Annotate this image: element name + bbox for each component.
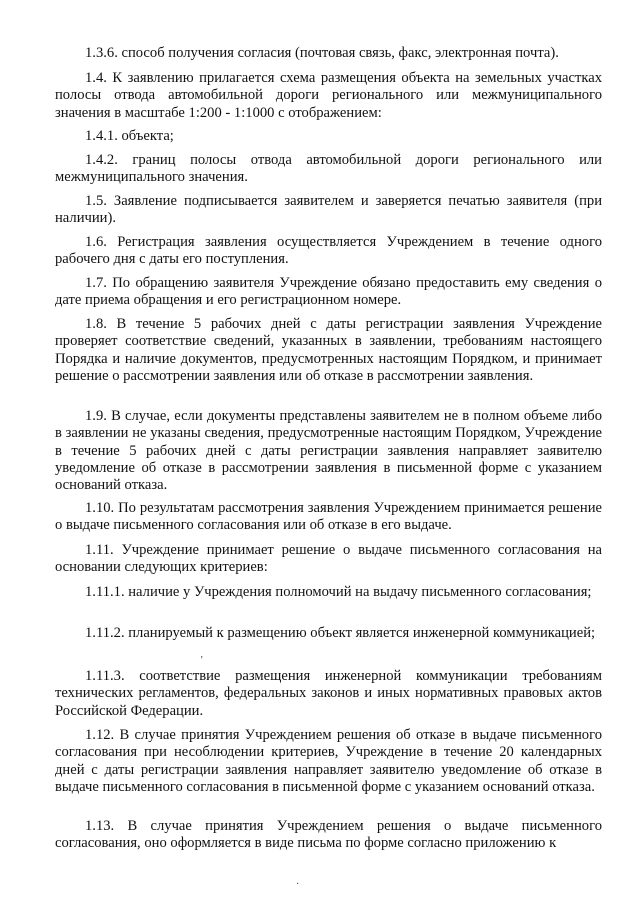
paragraph-1-7: 1.7. По обращению заявителя Учреждение обязано предоставить ему сведения о дате приема обращения и его регистрационном номере. bbox=[55, 275, 602, 309]
paragraph-1-9: 1.9. В случае, если документы представлены заявителем не в полном объеме либо в заявлении не указаны сведения, предусмотренные настоящим Порядком, Учреждение в течение 5 рабочих дней с даты регистрации заявления направляет заявителю уведомление об отказе в рассмотрении заявления в письменной форме с указанием оснований отказа. bbox=[55, 408, 602, 494]
paragraph-1-5: 1.5. Заявление подписывается заявителем и заверяется печатью заявителя (при наличии). bbox=[55, 193, 602, 227]
paragraph-1-10: 1.10. По результатам рассмотрения заявления Учреждением принимается решение о выдаче письменного согласования или об отказе в его выдаче. bbox=[55, 500, 602, 534]
paragraph-1-11-1: 1.11.1. наличие у Учреждения полномочий на выдачу письменного согласования; bbox=[85, 584, 592, 600]
paragraph-1-11-3: 1.11.3. соответствие размещения инженерной коммуникации требованиям технических регламентов, федеральных законов и иных нормативных правовых актов Российской Федерации. bbox=[55, 668, 602, 719]
paragraph-1-8: 1.8. В течение 5 рабочих дней с даты регистрации заявления Учреждение проверяет соответствие сведений, указанных в заявлении, требованиям настоящего Порядка и наличие документов, предусмотренных настоящим Порядком, и принимает решение о рассмотрении заявления или об отказе в рассмотрении заявления. bbox=[55, 316, 602, 384]
scan-speck: · bbox=[296, 879, 300, 890]
paragraph-1-11: 1.11. Учреждение принимает решение о выдаче письменного согласования на основании следующих критериев: bbox=[55, 542, 602, 576]
paragraph-1-4: 1.4. К заявлению прилагается схема размещения объекта на земельных участках полосы отвода автомобильной дороги регионального или межмуниципального значения в масштабе 1:200 - 1:1000 с отображением: bbox=[55, 70, 602, 121]
scan-speck: ʼ bbox=[200, 655, 204, 666]
paragraph-1-13: 1.13. В случае принятия Учреждением решения о выдаче письменного согласования, оно оформляется в виде письма по форме согласно приложению к bbox=[55, 818, 602, 852]
paragraph-1-6: 1.6. Регистрация заявления осуществляется Учреждением в течение одного рабочего дня с даты его поступления. bbox=[55, 234, 602, 268]
paragraph-1-12: 1.12. В случае принятия Учреждением решения об отказе в выдаче письменного согласования при несоблюдении критериев, Учреждение в течение 20 календарных дней с даты регистрации заявления направляет заявителю уведомление об отказе в выдаче письменного согласования в письменной форме с указанием оснований отказа. bbox=[55, 727, 602, 795]
paragraph-1-4-2: 1.4.2. границ полосы отвода автомобильной дороги регионального или межмуниципального значения. bbox=[55, 152, 602, 186]
paragraph-1-3-6: 1.3.6. способ получения согласия (почтовая связь, факс, электронная почта). bbox=[85, 45, 559, 61]
paragraph-1-4-1: 1.4.1. объекта; bbox=[85, 128, 174, 144]
paragraph-1-11-2: 1.11.2. планируемый к размещению объект является инженерной коммуникацией; bbox=[85, 625, 596, 641]
